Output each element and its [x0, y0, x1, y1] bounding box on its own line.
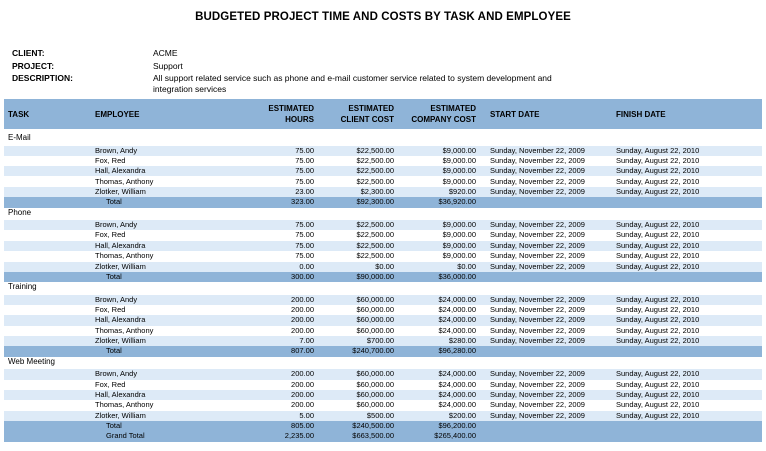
table-row	[4, 166, 762, 176]
client-cost-cell: $60,000.00	[356, 369, 394, 379]
hours-cell: 75.00	[295, 145, 314, 155]
start-date-cell: Sunday, November 22, 2009	[490, 155, 585, 165]
start-date-cell: Sunday, November 22, 2009	[490, 369, 585, 379]
hours-cell: 75.00	[295, 230, 314, 240]
employee-cell: Thomas, Anthony	[95, 176, 154, 186]
employee-cell: Fox, Red	[95, 155, 126, 165]
company-cost-cell: $9,000.00	[442, 155, 476, 165]
description-line-2: integration services	[153, 84, 227, 94]
company-cost-cell: $24,000.00	[438, 400, 476, 410]
company-cost-cell: $0.00	[457, 261, 476, 271]
finish-date-cell: Sunday, August 22, 2010	[616, 145, 700, 155]
start-date-cell: Sunday, November 22, 2009	[490, 145, 585, 155]
finish-date-cell: Sunday, August 22, 2010	[616, 176, 700, 186]
header-finish-date: FINISH DATE	[616, 110, 666, 119]
company-cost-cell: $24,000.00	[438, 325, 476, 335]
table-row	[4, 369, 762, 379]
company-cost-cell: $9,000.00	[442, 230, 476, 240]
table-row	[4, 156, 762, 166]
header-hours-line-2: HOURS	[285, 115, 314, 124]
employee-cell: Brown, Andy	[95, 369, 138, 379]
total-company-cost: $36,000.00	[438, 271, 476, 281]
client-cost-cell: $60,000.00	[356, 315, 394, 325]
employee-cell: Fox, Red	[95, 305, 126, 315]
total-client-cost: $90,000.00	[356, 271, 394, 281]
total-hours: 805.00	[291, 421, 314, 431]
client-label: CLIENT:	[12, 48, 45, 58]
company-cost-cell: $24,000.00	[438, 315, 476, 325]
start-date-cell: Sunday, November 22, 2009	[490, 240, 585, 250]
client-cost-cell: $500.00	[366, 410, 394, 420]
header-company-line-1: ESTIMATED	[430, 104, 476, 113]
table-row	[4, 305, 762, 315]
project-value: Support	[153, 61, 183, 71]
client-cost-cell: $22,500.00	[356, 166, 394, 176]
finish-date-cell: Sunday, August 22, 2010	[616, 336, 700, 346]
hours-cell: 200.00	[291, 315, 314, 325]
table-row	[4, 315, 762, 325]
table-row	[4, 295, 762, 305]
start-date-cell: Sunday, November 22, 2009	[490, 261, 585, 271]
finish-date-cell: Sunday, August 22, 2010	[616, 305, 700, 315]
hours-cell: 75.00	[295, 240, 314, 250]
header-hours-line-1: ESTIMATED	[268, 104, 314, 113]
hours-cell: 75.00	[295, 155, 314, 165]
client-cost-cell: $60,000.00	[356, 379, 394, 389]
task-group-label: E-Mail	[8, 133, 31, 142]
employee-cell: Hall, Alexandra	[95, 315, 146, 325]
company-cost-cell: $9,000.00	[442, 251, 476, 261]
employee-cell: Hall, Alexandra	[95, 390, 146, 399]
finish-date-cell: Sunday, August 22, 2010	[616, 315, 700, 325]
start-date-cell: Sunday, November 22, 2009	[490, 230, 585, 240]
total-row	[4, 421, 762, 431]
task-group-label: Phone	[8, 207, 32, 217]
header-client-line-2: CLIENT COST	[340, 115, 394, 124]
hours-cell: 5.00	[299, 410, 314, 420]
task-group-label: Web Meeting	[8, 356, 55, 366]
company-cost-cell: $24,000.00	[438, 390, 476, 399]
total-row	[4, 197, 762, 207]
hours-cell: 75.00	[295, 176, 314, 186]
finish-date-cell: Sunday, August 22, 2010	[616, 261, 700, 271]
client-cost-cell: $22,500.00	[356, 220, 394, 230]
start-date-cell: Sunday, November 22, 2009	[490, 166, 585, 176]
hours-cell: 23.00	[295, 186, 314, 196]
company-cost-cell: $9,000.00	[442, 220, 476, 230]
hours-cell: 200.00	[291, 379, 314, 389]
client-cost-cell: $22,500.00	[356, 145, 394, 155]
finish-date-cell: Sunday, August 22, 2010	[616, 186, 700, 196]
employee-cell: Hall, Alexandra	[95, 240, 146, 250]
start-date-cell: Sunday, November 22, 2009	[490, 186, 585, 196]
total-client-cost: $240,500.00	[352, 421, 394, 431]
total-hours: 300.00	[291, 271, 314, 281]
hours-cell: 200.00	[291, 369, 314, 379]
table-row	[4, 326, 762, 336]
task-group-label: Training	[8, 282, 37, 292]
description-label: DESCRIPTION:	[12, 73, 73, 83]
table-row	[4, 251, 762, 261]
employee-cell: Zlotker, William	[95, 336, 146, 346]
employee-cell: Thomas, Anthony	[95, 251, 154, 261]
company-cost-cell: $24,000.00	[438, 379, 476, 389]
total-label: Total	[106, 271, 122, 281]
table-row	[4, 187, 762, 197]
company-cost-cell: $200.00	[448, 410, 476, 420]
client-cost-cell: $60,000.00	[356, 294, 394, 304]
finish-date-cell: Sunday, August 22, 2010	[616, 379, 700, 389]
client-cost-cell: $60,000.00	[356, 390, 394, 399]
client-cost-cell: $2,300.00	[360, 186, 394, 196]
company-cost-cell: $9,000.00	[442, 176, 476, 186]
company-cost-cell: $9,000.00	[442, 166, 476, 176]
table-row	[4, 230, 762, 240]
total-label: Total	[106, 197, 122, 207]
employee-cell: Brown, Andy	[95, 294, 138, 304]
company-cost-cell: $280.00	[448, 336, 476, 346]
header-task: TASK	[8, 110, 30, 119]
company-cost-cell: $24,000.00	[438, 305, 476, 315]
table-row	[4, 146, 762, 156]
total-row	[4, 346, 762, 356]
hours-cell: 200.00	[291, 400, 314, 410]
employee-cell: Brown, Andy	[95, 220, 138, 230]
total-company-cost: $96,200.00	[438, 421, 476, 431]
total-company-cost: $36,920.00	[438, 197, 476, 207]
project-label: PROJECT:	[12, 61, 55, 71]
grand-total-company-cost: $265,400.00	[434, 431, 476, 441]
employee-cell: Brown, Andy	[95, 145, 138, 155]
hours-cell: 0.00	[299, 261, 314, 271]
finish-date-cell: Sunday, August 22, 2010	[616, 155, 700, 165]
start-date-cell: Sunday, November 22, 2009	[490, 251, 585, 261]
client-cost-cell: $60,000.00	[356, 400, 394, 410]
finish-date-cell: Sunday, August 22, 2010	[616, 251, 700, 261]
employee-cell: Zlotker, William	[95, 261, 146, 271]
start-date-cell: Sunday, November 22, 2009	[490, 176, 585, 186]
employee-cell: Zlotker, William	[95, 410, 146, 420]
total-hours: 807.00	[291, 346, 314, 356]
header-start-date: START DATE	[490, 110, 540, 119]
start-date-cell: Sunday, November 22, 2009	[490, 410, 585, 420]
total-label: Total	[106, 346, 122, 356]
table-row	[4, 380, 762, 390]
finish-date-cell: Sunday, August 22, 2010	[616, 400, 700, 410]
table-row	[4, 400, 762, 410]
header-employee: EMPLOYEE	[95, 110, 140, 119]
description-line-1: All support related service such as phone and e-mail customer service related to system development and	[153, 73, 552, 83]
header-company-line-2: COMPANY COST	[411, 115, 476, 124]
finish-date-cell: Sunday, August 22, 2010	[616, 166, 700, 176]
header-client-cost	[341, 103, 394, 125]
table-row	[4, 241, 762, 251]
start-date-cell: Sunday, November 22, 2009	[490, 390, 585, 399]
finish-date-cell: Sunday, August 22, 2010	[616, 220, 700, 230]
company-cost-cell: $920.00	[448, 186, 476, 196]
start-date-cell: Sunday, November 22, 2009	[490, 305, 585, 315]
finish-date-cell: Sunday, August 22, 2010	[616, 230, 700, 240]
client-cost-cell: $22,500.00	[356, 155, 394, 165]
total-row	[4, 272, 762, 282]
finish-date-cell: Sunday, August 22, 2010	[616, 325, 700, 335]
hours-cell: 200.00	[291, 390, 314, 399]
client-cost-cell: $700.00	[366, 336, 394, 346]
table-row	[4, 177, 762, 187]
client-cost-cell: $22,500.00	[356, 240, 394, 250]
company-cost-cell: $9,000.00	[442, 240, 476, 250]
table-row	[4, 262, 762, 272]
finish-date-cell: Sunday, August 22, 2010	[616, 410, 700, 420]
employee-cell: Thomas, Anthony	[95, 325, 154, 335]
employee-cell: Zlotker, William	[95, 186, 146, 196]
hours-cell: 75.00	[295, 251, 314, 261]
start-date-cell: Sunday, November 22, 2009	[490, 336, 585, 346]
start-date-cell: Sunday, November 22, 2009	[490, 294, 585, 304]
grand-total-label: Grand Total	[106, 431, 145, 441]
table-row	[4, 336, 762, 346]
total-client-cost: $92,300.00	[356, 197, 394, 207]
client-cost-cell: $60,000.00	[356, 325, 394, 335]
total-company-cost: $96,280.00	[438, 346, 476, 356]
finish-date-cell: Sunday, August 22, 2010	[616, 390, 700, 399]
hours-cell: 7.00	[299, 336, 314, 346]
header-hours	[268, 103, 314, 125]
report-title: BUDGETED PROJECT TIME AND COSTS BY TASK AND EMPLOYEE	[195, 11, 571, 23]
client-cost-cell: $60,000.00	[356, 305, 394, 315]
start-date-cell: Sunday, November 22, 2009	[490, 220, 585, 230]
header-company-cost	[411, 103, 476, 125]
company-cost-cell: $24,000.00	[438, 294, 476, 304]
total-hours: 323.00	[291, 197, 314, 207]
employee-cell: Thomas, Anthony	[95, 400, 154, 410]
grand-total-row	[4, 431, 762, 441]
finish-date-cell: Sunday, August 22, 2010	[616, 369, 700, 379]
client-cost-cell: $22,500.00	[356, 251, 394, 261]
employee-cell: Fox, Red	[95, 230, 126, 240]
hours-cell: 200.00	[291, 325, 314, 335]
employee-cell: Fox, Red	[95, 379, 126, 389]
hours-cell: 75.00	[295, 166, 314, 176]
total-label: Total	[106, 421, 122, 431]
table-header	[4, 99, 762, 129]
hours-cell: 200.00	[291, 305, 314, 315]
client-cost-cell: $0.00	[375, 261, 394, 271]
grand-total-client-cost: $663,500.00	[352, 431, 394, 441]
table-row	[4, 390, 762, 400]
start-date-cell: Sunday, November 22, 2009	[490, 379, 585, 389]
employee-cell: Hall, Alexandra	[95, 166, 146, 176]
header-client-line-1: ESTIMATED	[348, 104, 394, 113]
company-cost-cell: $24,000.00	[438, 369, 476, 379]
start-date-cell: Sunday, November 22, 2009	[490, 325, 585, 335]
table-row	[4, 220, 762, 230]
client-cost-cell: $22,500.00	[356, 176, 394, 186]
hours-cell: 200.00	[291, 294, 314, 304]
start-date-cell: Sunday, November 22, 2009	[490, 315, 585, 325]
company-cost-cell: $9,000.00	[442, 145, 476, 155]
table-row	[4, 411, 762, 421]
client-cost-cell: $22,500.00	[356, 230, 394, 240]
hours-cell: 75.00	[295, 220, 314, 230]
start-date-cell: Sunday, November 22, 2009	[490, 400, 585, 410]
finish-date-cell: Sunday, August 22, 2010	[616, 294, 700, 304]
finish-date-cell: Sunday, August 22, 2010	[616, 240, 700, 250]
total-client-cost: $240,700.00	[352, 346, 394, 356]
client-value: ACME	[153, 48, 178, 58]
grand-total-hours: 2,235.00	[284, 431, 314, 441]
